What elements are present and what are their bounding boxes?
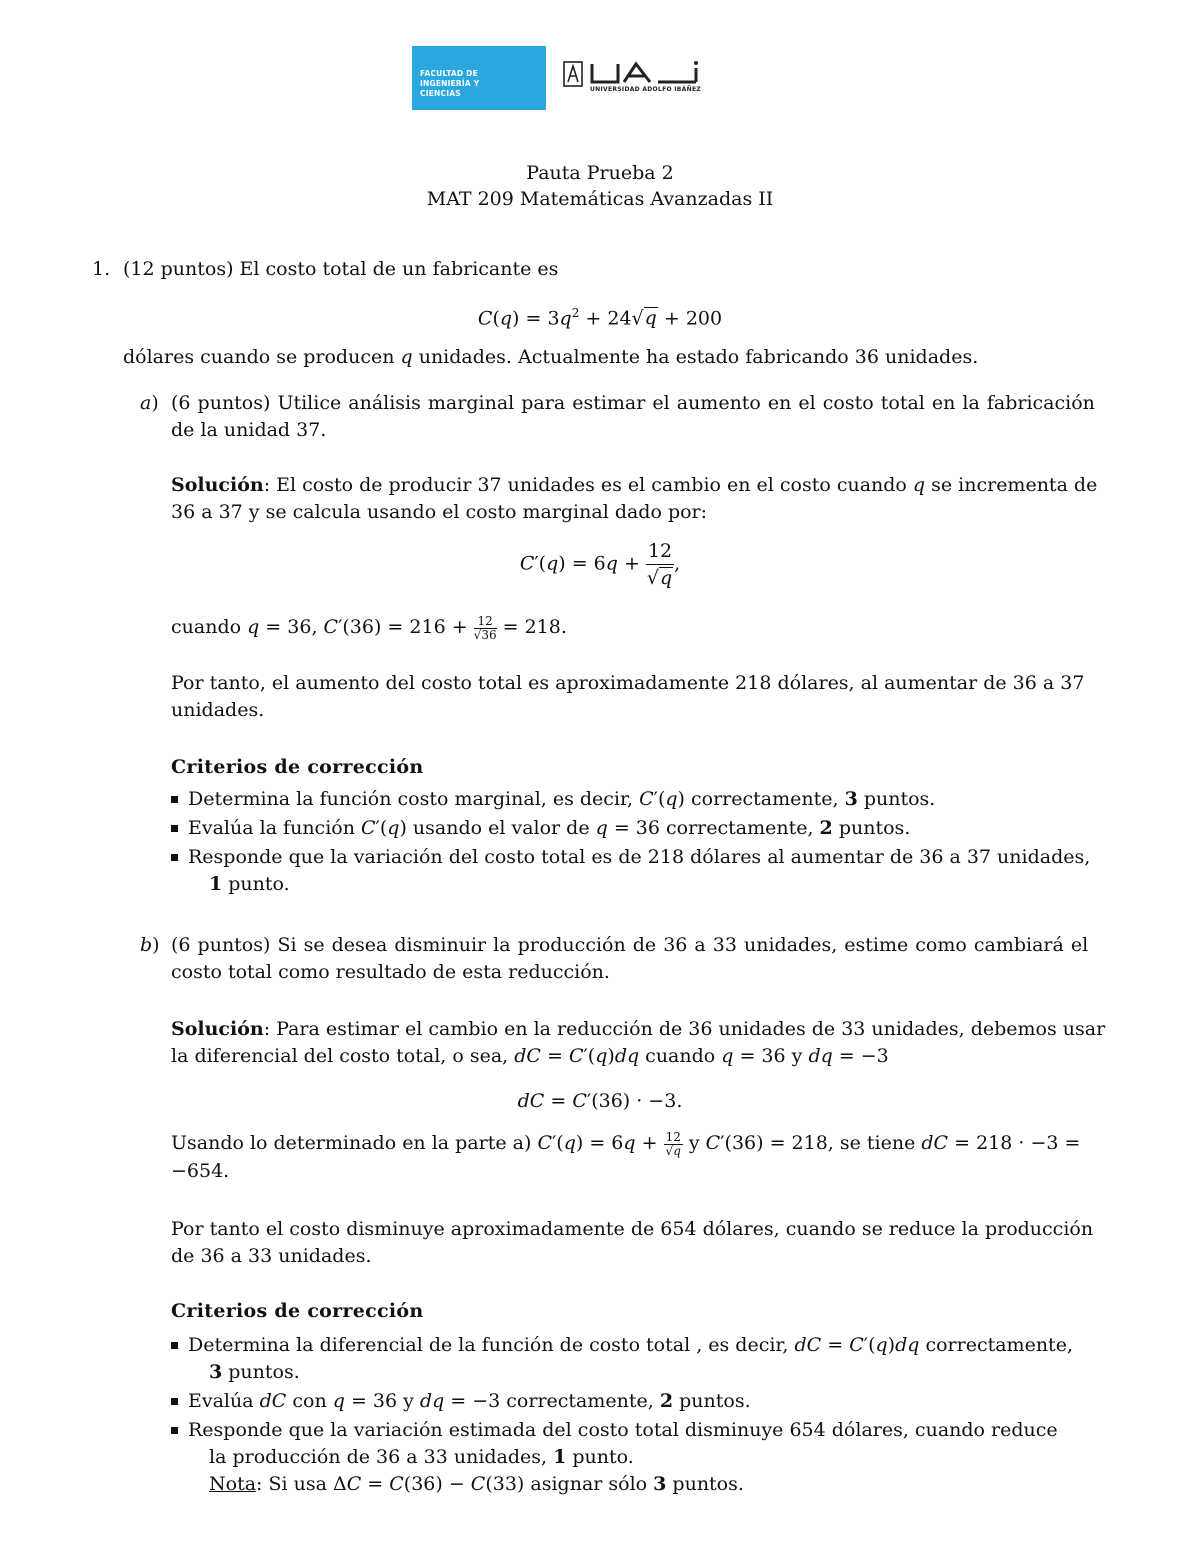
conclusion-line: de 36 a 33 unidades. (171, 1245, 372, 1267)
differential-formula: dC = C′(36) · −3. (517, 1090, 683, 1112)
criteria-item: Responde que la variación estimada del costo total disminuye 654 dólares, cuando reduce (171, 1417, 1061, 1444)
part-b-using: Usando lo determinado en la parte a) C′(q) = 6q + $\frac{12}{√q}$ y C′(36) = 218, se tiene dC = 218 · −3 = −654. (171, 1129, 1081, 1182)
criteria-item: Responde que la variación del costo total es de 218 dólares al aumentar de 36 a 37 unidades, (171, 844, 1061, 871)
criteria-title: Criterios de corrección (171, 1300, 424, 1322)
criteria-list (171, 786, 1091, 898)
part-b-solution: Solución: Para estimar el cambio en la reducción de 36 unidades de 33 unidades, debemos usar la diferencial del costo total, o sea, dC = C′(q)dq cuando q = 36 y dq = −3 (171, 1018, 1106, 1067)
part-a-conclusion (171, 670, 1085, 724)
part-a-label: a) (140, 392, 159, 414)
part-a-statement-line: de la unidad 37. (171, 419, 327, 441)
university-name: UNIVERSIDAD ADOLFO IBÁÑEZ (590, 86, 701, 93)
part-a-evaluation: cuando q = 36, C′(36) = 216 + $\frac{12}{√36}$ = 218. (171, 613, 567, 642)
bullet-icon (171, 1427, 178, 1434)
part-a-statement (171, 390, 1095, 444)
criteria-item-cont: 3 puntos. (209, 1361, 300, 1383)
bullet-icon (171, 854, 178, 861)
course-title: MAT 209 Matemáticas Avanzadas II (426, 188, 774, 210)
part-b-conclusion (171, 1216, 1094, 1270)
criteria-item: Determina la diferencial de la función de costo total , es decir, dC = C′(q)dq correctamente, (171, 1332, 1061, 1359)
marginal-cost-formula: C′(q) = 6q + $\frac{12}{√q}$ , (519, 540, 681, 589)
conclusion-line: Por tanto el costo disminuye aproximadamente de 654 dólares, cuando se reduce la producción (171, 1218, 1094, 1240)
bullet-icon (171, 825, 178, 832)
problem-number: 1. (92, 258, 111, 280)
criteria-item: Evalúa la función C′(q) usando el valor de q = 36 correctamente, 2 puntos. (171, 815, 1061, 842)
problem-context: dólares cuando se producen q unidades. Actualmente ha estado fabricando 36 unidades. (123, 346, 979, 368)
conclusion-line: unidades. (171, 699, 265, 721)
faculty-logo-text: FACULTAD DE INGENIERÍA Y CIENCIAS (420, 69, 480, 98)
document-title: Pauta Prueba 2 (526, 162, 674, 184)
problem-intro: (12 puntos) El costo total de un fabricante es (123, 258, 559, 280)
criteria-item-cont: 1 punto. (209, 873, 290, 895)
note-label: Nota (209, 1473, 257, 1495)
part-b-statement-line: costo total como resultado de esta reducción. (171, 961, 610, 983)
criteria-title: Criterios de corrección (171, 756, 424, 778)
bullet-icon (171, 1342, 178, 1349)
part-b-statement (171, 932, 1089, 986)
solution-label: Solución (171, 474, 264, 496)
conclusion-line: Por tanto, el aumento del costo total es aproximadamente 218 dólares, al aumentar de 36 a 37 (171, 672, 1085, 694)
criteria-item: Determina la función costo marginal, es decir, C′(q) correctamente, 3 puntos. (171, 786, 1061, 813)
part-b-label: b) (140, 934, 160, 956)
criteria-item-cont: la producción de 36 a 33 unidades, 1 punto. (209, 1446, 634, 1468)
bullet-icon (171, 796, 178, 803)
criteria-list (171, 1332, 1073, 1498)
part-b-statement-line: (6 puntos) Si se desea disminuir la producción de 36 a 33 unidades, estime como cambiará el (171, 934, 1089, 956)
solution-label: Solución (171, 1018, 264, 1040)
bullet-icon (171, 1398, 178, 1405)
note: Nota: Si usa ΔC = C(36) − C(33) asignar sólo 3 puntos. (209, 1473, 744, 1495)
part-a-statement-line: (6 puntos) Utilice análisis marginal para estimar el aumento en el costo total en la fabricación (171, 392, 1095, 414)
faculty-logo (412, 46, 546, 110)
cost-formula: $C(q) = 3q^2 + 24√q + 200$ (477, 306, 723, 330)
criteria-item: Evalúa dC con q = 36 y dq = −3 correctamente, 2 puntos. (171, 1388, 1061, 1415)
part-a-solution: Solución: El costo de producir 37 unidades es el cambio en el costo cuando q se incrementa de 36 a 37 y se calcula usando el costo marginal dado por: (171, 474, 1098, 523)
